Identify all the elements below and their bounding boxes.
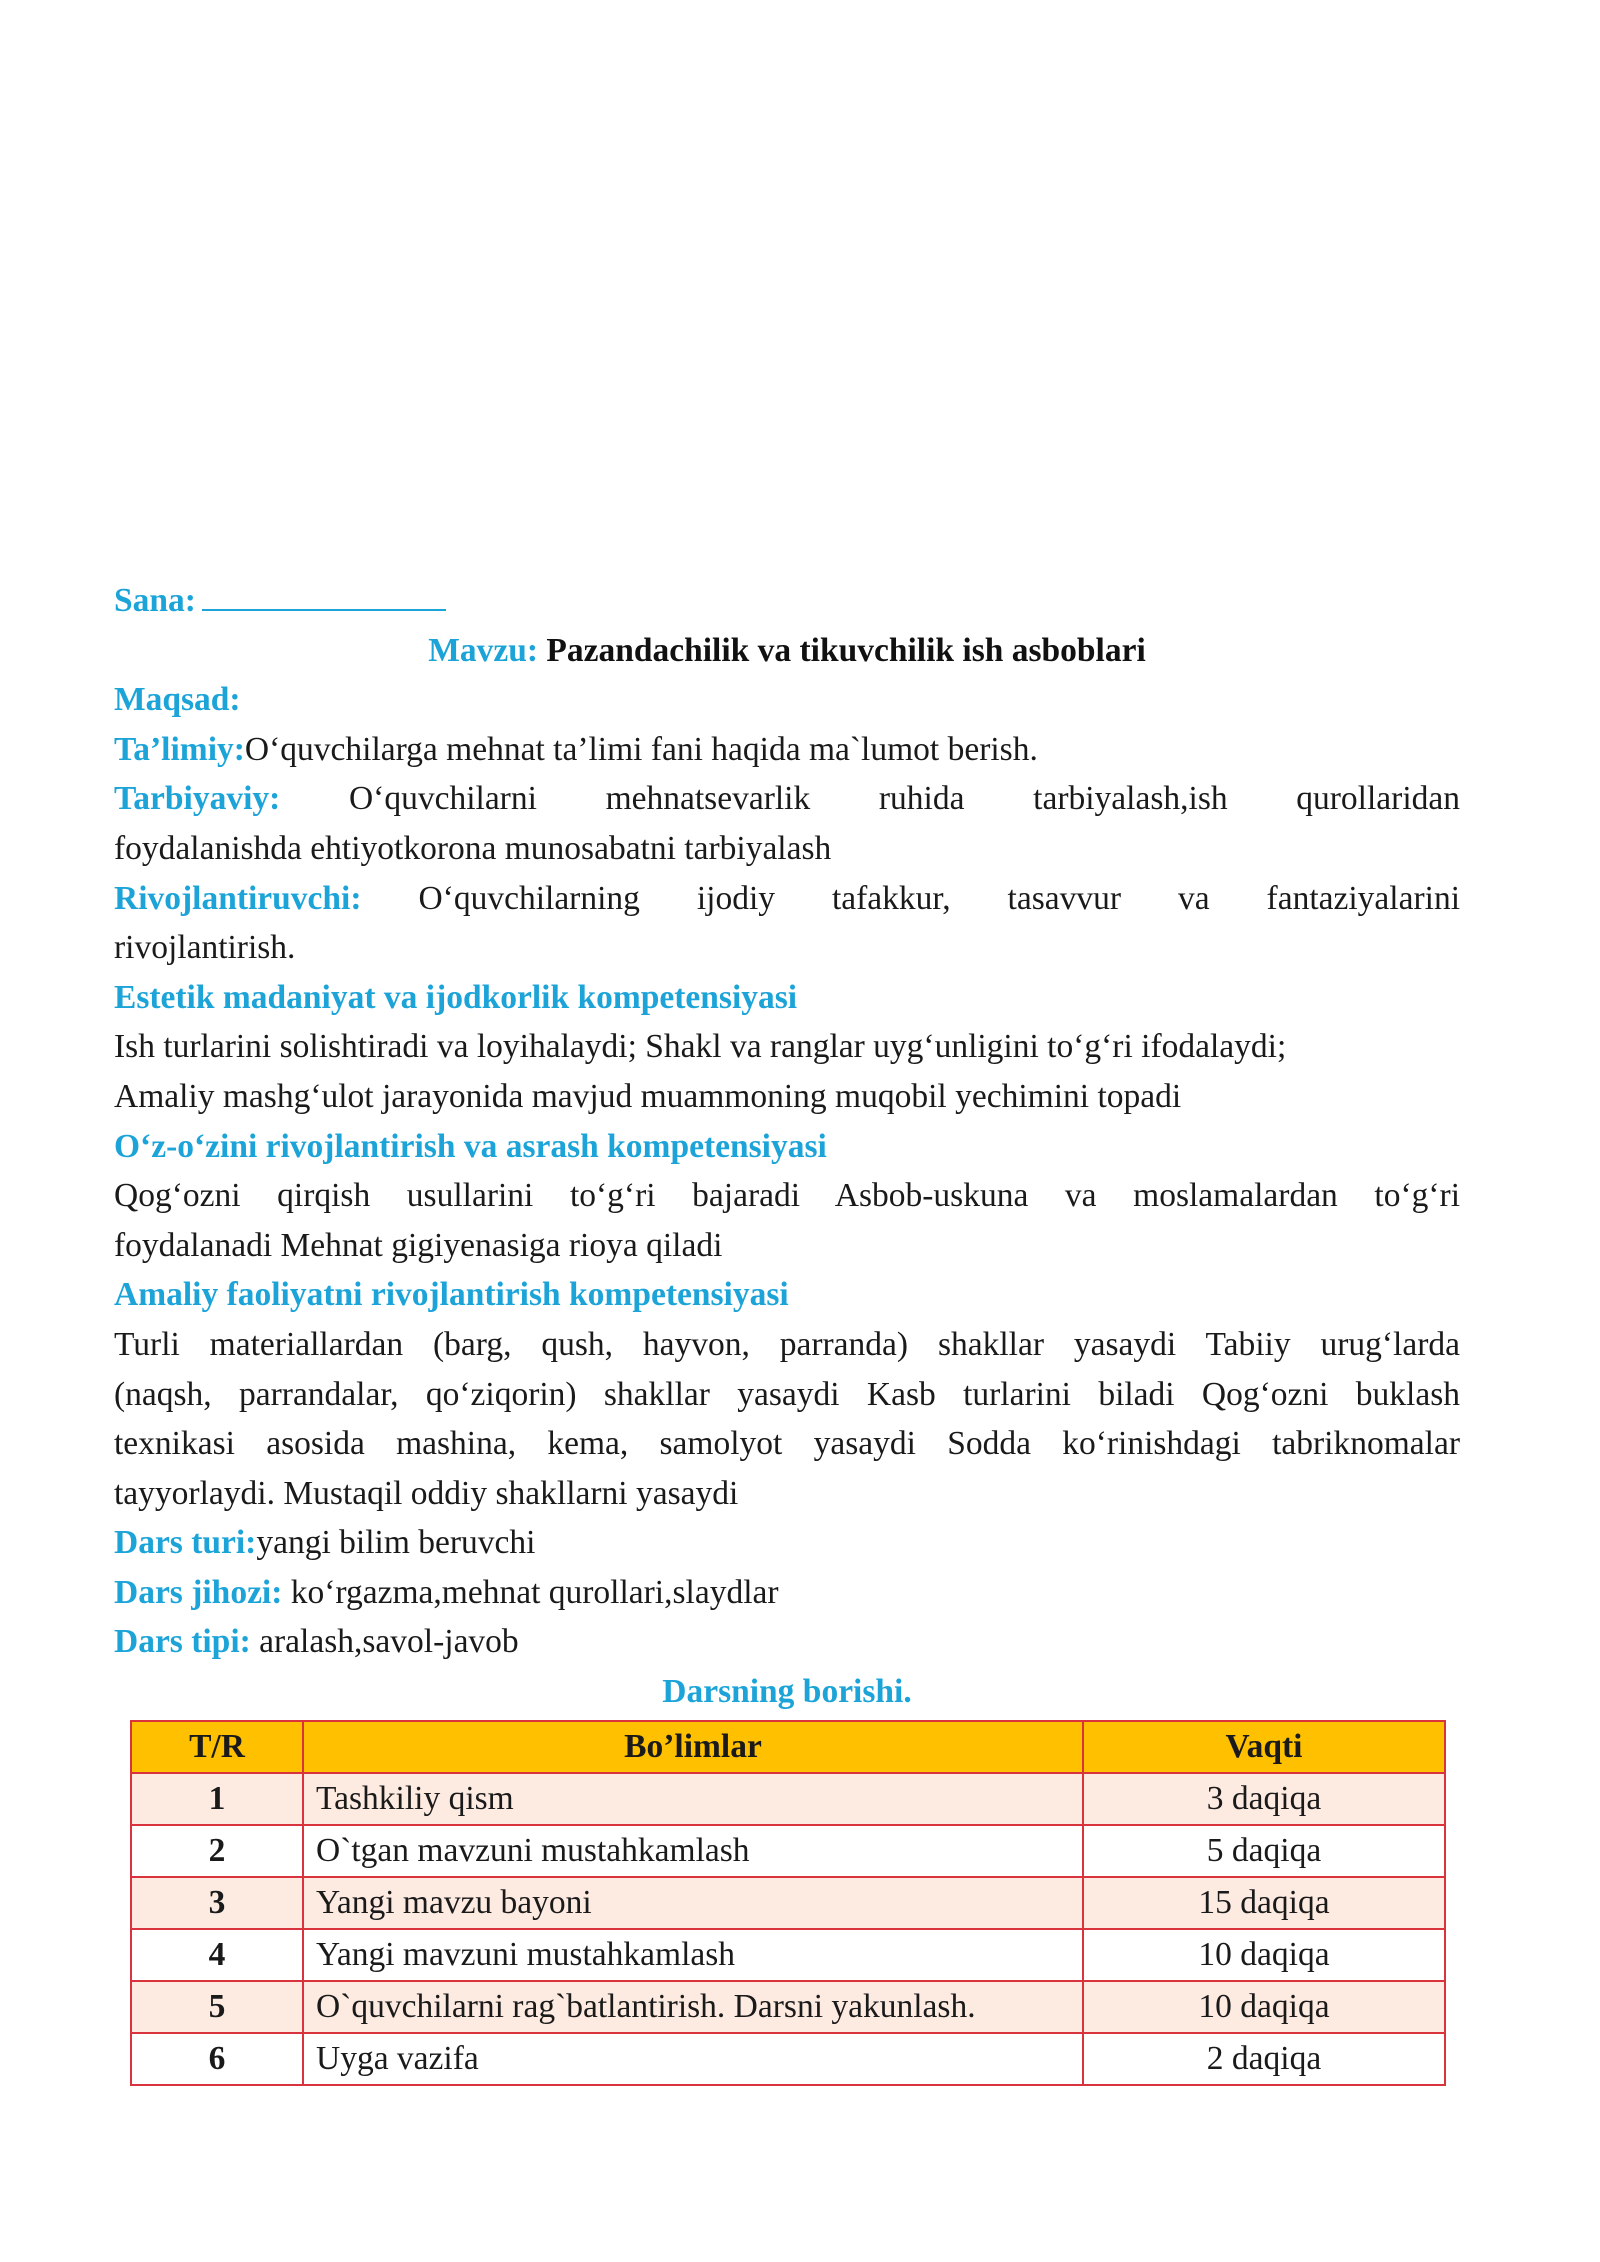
row-time: 10 daqiqa: [1083, 1929, 1445, 1981]
table-row: [131, 1825, 1445, 1877]
estetik-text-1: Ish turlarini solishtiradi va loyihalaydi; Shakl va ranglar uyg‘unligini to‘g‘ri ifodalaydi;: [114, 1028, 1287, 1066]
dars-turi-line: [114, 1518, 1460, 1568]
dars-jihozi-label: Dars jihozi:: [114, 1573, 283, 1611]
table-row: [131, 2033, 1445, 2085]
row-number: 5: [131, 1981, 303, 2033]
date-blank: [202, 575, 446, 611]
row-time: 10 daqiqa: [1083, 1981, 1445, 2033]
sana-line: [114, 575, 1460, 626]
mavzu-label: Mavzu:: [428, 631, 538, 669]
row-number: 1: [131, 1773, 303, 1825]
ozini-text-2: foydalanadi Mehnat gigiyenasiga rioya qiladi: [114, 1226, 723, 1264]
tarbiyaviy-text-cont: foydalanishda ehtiyotkorona munosabatni tarbiyalash: [114, 829, 832, 867]
row-number: 3: [131, 1877, 303, 1929]
ozini-text-1: Qog‘ozni qirqish usullarini to‘g‘ri bajaradi Asbob-uskuna va moslamalardan to‘g‘ri: [114, 1177, 1460, 1215]
sana-label: Sana:: [114, 582, 196, 619]
talimiy-line: [114, 725, 1460, 775]
row-time: 5 daqiqa: [1083, 1825, 1445, 1877]
dars-tipi-line: [114, 1617, 1460, 1667]
row-number: 2: [131, 1825, 303, 1877]
lesson-stages-table: [130, 1720, 1446, 2086]
row-section: Yangi mavzuni mustahkamlash: [303, 1929, 1083, 1981]
rivojlantiruvchi-text: O‘quvchilarning ijodiy tafakkur, tasavvur va fantaziyalarini: [418, 879, 1461, 917]
row-time: 3 daqiqa: [1083, 1773, 1445, 1825]
header-bolimlar: Bo’limlar: [303, 1721, 1083, 1773]
header-vaqti: Vaqti: [1083, 1721, 1445, 1773]
row-section: O`quvchilarni rag`batlantirish. Darsni yakunlash.: [303, 1981, 1083, 2033]
dars-jihozi-text: ko‘rgazma,mehnat qurollari,slaydlar: [290, 1573, 779, 1611]
lesson-plan: [114, 575, 1460, 1717]
amaliy-text-4: tayyorlaydi. Mustaqil oddiy shakllarni yasaydi: [114, 1474, 739, 1512]
tarbiyaviy-line: [114, 774, 1460, 824]
tarbiyaviy-label: Tarbiyaviy:: [114, 780, 281, 818]
rivojlantiruvchi-text-cont: rivojlantirish.: [114, 929, 296, 967]
table-header-row: [131, 1721, 1445, 1773]
table-row: [131, 1981, 1445, 2033]
topic-line: [114, 626, 1460, 676]
talimiy-label: Ta’limiy:: [114, 730, 245, 768]
rivojlantiruvchi-label: Rivojlantiruvchi:: [114, 879, 362, 917]
amaliy-text-3: texnikasi asosida mashina, kema, samolyot yasaydi Sodda ko‘rinishdagi tabriknomalar: [114, 1425, 1460, 1463]
row-section: O`tgan mavzuni mustahkamlash: [303, 1825, 1083, 1877]
table-row: [131, 1773, 1445, 1825]
table-row: [131, 1929, 1445, 1981]
dars-jihozi-line: [114, 1568, 1460, 1618]
row-number: 6: [131, 2033, 303, 2085]
tarbiyaviy-text: O‘quvchilarni mehnatsevarlik ruhida tarbiyalash,ish qurollaridan: [348, 780, 1461, 818]
topic-title: Pazandachilik va tikuvchilik ish asboblari: [546, 631, 1146, 669]
maqsad-label: Maqsad:: [114, 681, 241, 719]
dars-tipi-label: Dars tipi:: [114, 1623, 251, 1661]
row-time: 2 daqiqa: [1083, 2033, 1445, 2085]
dars-turi-label: Dars turi:: [114, 1524, 257, 1562]
amaliy-text-1: Turli materiallardan (barg, qush, hayvon, parranda) shakllar yasaydi Tabiiy urug‘larda: [114, 1325, 1460, 1363]
estetik-heading: Estetik madaniyat va ijodkorlik kompetensiyasi: [114, 978, 798, 1016]
dars-turi-text: yangi bilim beruvchi: [256, 1524, 536, 1562]
rivojlantiruvchi-line: [114, 874, 1460, 924]
amaliy-heading: Amaliy faoliyatni rivojlantirish kompetensiyasi: [114, 1276, 789, 1314]
ozini-heading: O‘z-o‘zini rivojlantirish va asrash kompetensiyasi: [114, 1127, 827, 1165]
row-section: Yangi mavzu bayoni: [303, 1877, 1083, 1929]
amaliy-text-2: (naqsh, parrandalar, qo‘ziqorin) shakllar yasaydi Kasb turlarini biladi Qog‘ozni buklash: [114, 1375, 1460, 1413]
dars-tipi-text: aralash,savol-javob: [259, 1623, 519, 1661]
row-number: 4: [131, 1929, 303, 1981]
darsning-borishi-title: Darsning borishi.: [662, 1673, 912, 1711]
talimiy-text: O‘quvchilarga mehnat ta’limi fani haqida ma`lumot berish.: [244, 730, 1038, 768]
row-section: Tashkiliy qism: [303, 1773, 1083, 1825]
header-tr: T/R: [131, 1721, 303, 1773]
table-row: [131, 1877, 1445, 1929]
estetik-text-2: Amaliy mashg‘ulot jarayonida mavjud muammoning muqobil yechimini topadi: [114, 1077, 1182, 1115]
row-time: 15 daqiqa: [1083, 1877, 1445, 1929]
row-section: Uyga vazifa: [303, 2033, 1083, 2085]
